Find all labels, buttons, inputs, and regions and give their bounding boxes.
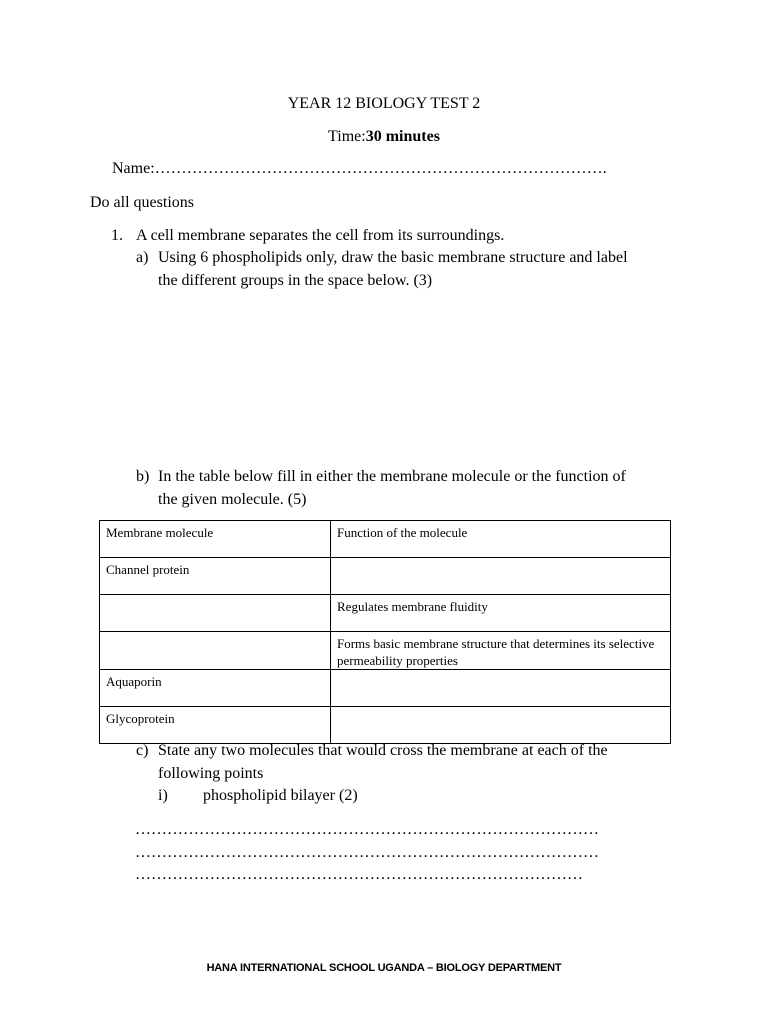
table-header-row [100,521,671,558]
question-number: 1. [111,227,123,244]
table-cell: Aquaporin [100,670,331,707]
time-value: 30 minutes [365,128,440,145]
part-c-label: c) [136,742,149,759]
table-row [100,670,671,707]
part-c-sub-i-label: i) [158,787,168,804]
table-row [100,558,671,595]
time-label: Time: [328,128,366,145]
instructions: Do all questions [90,194,194,211]
table-row [100,707,671,744]
part-c-sub-i-text: phospholipid bilayer (2) [203,787,358,804]
table-cell [100,632,331,670]
test-title: YEAR 12 BIOLOGY TEST 2 [287,95,481,112]
table-cell [331,707,671,744]
answer-line[interactable]: …………………………………………………………………………… [135,844,599,861]
table-cell: Forms basic membrane structure that determines its selective permeability properties [331,632,671,670]
table-cell: Channel protein [100,558,331,595]
part-b-label: b) [136,468,150,485]
table-cell [331,558,671,595]
table-cell [100,595,331,632]
name-line: Name:…………………………………………………………………………. [112,160,607,177]
part-c-line1: State any two molecules that would cross the membrane at each of the [158,742,608,759]
part-a-line1: Using 6 phospholipids only, draw the basic membrane structure and label [158,249,628,266]
table-header-cell: Membrane molecule [100,521,331,558]
table-cell [331,670,671,707]
question-text: A cell membrane separates the cell from its surroundings. [136,227,505,244]
part-a-line2: the different groups in the space below. (3) [158,272,433,289]
table-row [100,632,671,670]
part-b-line1: In the table below fill in either the membrane molecule or the function of [158,468,626,485]
time-line [0,128,768,146]
part-a-label: a) [136,249,149,266]
membrane-table [99,520,671,744]
part-c-line2: following points [158,765,264,782]
table-header-cell: Function of the molecule [331,521,671,558]
answer-line[interactable]: ………………………………………………………………………… [135,866,583,883]
table-cell: Regulates membrane fluidity [331,595,671,632]
part-b-line2: the given molecule. (5) [158,491,307,508]
answer-line[interactable]: …………………………………………………………………………… [135,821,599,838]
table-row [100,595,671,632]
page-footer: HANA INTERNATIONAL SCHOOL UGANDA – BIOLOGY DEPARTMENT [206,962,562,974]
table-cell: Glycoprotein [100,707,331,744]
